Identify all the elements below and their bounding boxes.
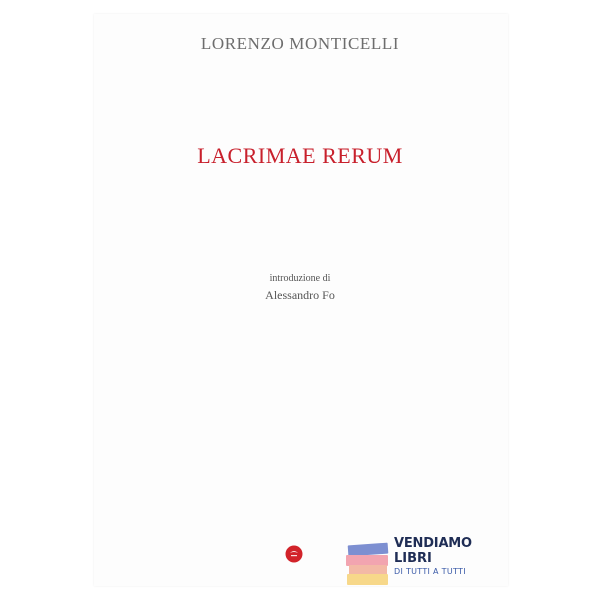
introduction-label: introduzione di [269, 273, 331, 284]
publisher-logo-icon [285, 545, 303, 563]
book-stack-icon [346, 538, 390, 586]
book-author: LORENZO MONTICELLI [200, 34, 400, 53]
promo-line-libri: LIBRI [394, 551, 432, 566]
promo-line-vendiamo: VENDIAMO [394, 536, 472, 551]
introduction-author: Alessandro Fo [265, 288, 335, 302]
promo-text [394, 536, 472, 578]
vendiamo-libri-badge[interactable] [346, 536, 472, 588]
promo-tagline: DI TUTTI A TUTTI [394, 567, 466, 576]
book-title: LACRIMAE RERUM [197, 143, 403, 168]
stack-bar-bottom [347, 574, 388, 585]
